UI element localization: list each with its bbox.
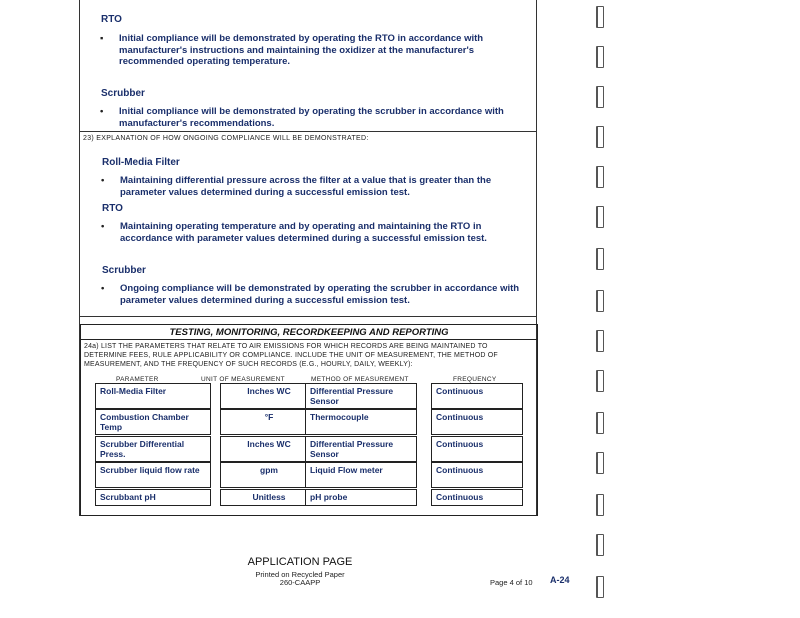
section-23-scrubber-bullet xyxy=(101,283,530,306)
cell-parameter[interactable]: Scrubber liquid flow rate xyxy=(95,462,211,488)
bullet-icon: • xyxy=(101,175,105,186)
section-23-scrubber-text: Ongoing compliance will be demonstrated by operating the scrubber in accordance with parameter values determined during a successful emission test. xyxy=(120,283,520,306)
section-23-roll-text: Maintaining differential pressure across the filter at a value that is greater than the parameter values determined during a successful emission test. xyxy=(120,175,492,198)
binding-tab-icon xyxy=(596,46,604,68)
cell-frequency[interactable]: Continuous xyxy=(431,489,523,506)
cell-frequency[interactable]: Continuous xyxy=(431,462,523,488)
cell-parameter[interactable]: Roll-Media Filter xyxy=(95,383,211,409)
binding-tab-icon xyxy=(596,166,604,188)
binding-tab-icon xyxy=(596,86,604,108)
bullet-icon: • xyxy=(101,221,105,232)
binding-tab-icon xyxy=(596,206,604,228)
cell-unit[interactable]: Unitless xyxy=(220,489,318,506)
cell-unit[interactable]: Inches WC xyxy=(220,436,318,462)
section-23-rto-title: RTO xyxy=(102,203,123,214)
footer-form-number: 260-CAAPP xyxy=(279,578,321,587)
column-header-method: METHOD OF MEASUREMENT xyxy=(311,376,409,383)
column-header-frequency: FREQUENCY xyxy=(453,376,497,383)
cell-frequency[interactable]: Continuous xyxy=(431,409,523,435)
bullet-icon: • xyxy=(100,106,104,117)
footer-title: APPLICATION PAGE xyxy=(247,556,353,568)
cell-parameter[interactable]: Combustion Chamber Temp xyxy=(95,409,211,435)
cell-parameter[interactable]: Scrubbant pH xyxy=(95,489,211,506)
section-22-scrubber-title: Scrubber xyxy=(101,88,145,99)
cell-frequency[interactable]: Continuous xyxy=(431,436,523,462)
page-number: Page 4 of 10 xyxy=(490,578,533,587)
cell-method[interactable]: Differential Pressure Sensor xyxy=(305,436,417,462)
cell-frequency[interactable]: Continuous xyxy=(431,383,523,409)
column-header-parameter: PARAMETER xyxy=(116,376,159,383)
binding-tab-icon xyxy=(596,126,604,148)
testing-monitoring-box xyxy=(80,324,538,516)
divider-line xyxy=(79,131,537,132)
section-22-scrubber-bullet xyxy=(100,106,519,129)
divider-line xyxy=(79,316,537,317)
binding-tab-icon xyxy=(596,330,604,352)
binding-tab-icon xyxy=(596,370,604,392)
binding-tab-icon xyxy=(596,6,604,28)
section-23-roll-title: Roll-Media Filter xyxy=(102,157,180,168)
section-23-rto-bullet xyxy=(101,221,510,244)
binding-tab-icon xyxy=(596,494,604,516)
cell-method[interactable]: Differential Pressure Sensor xyxy=(305,383,417,409)
bullet-icon: • xyxy=(101,283,105,294)
section-22-rto-title: RTO xyxy=(101,14,122,25)
section-23-scrubber-title: Scrubber xyxy=(102,265,146,276)
section-22-rto-text: Initial compliance will be demonstrated by operating the RTO in accordance with manufacturer's instructions and maintaining the oxidizer at the manufacturer's recommended operating temperature. xyxy=(119,33,484,67)
section-23-roll-bullet xyxy=(101,175,510,198)
binding-tab-icon xyxy=(596,412,604,434)
footer-printed-note: Printed on Recycled Paper xyxy=(255,570,345,579)
question-24a-text: 24a) LIST THE PARAMETERS THAT RELATE TO AIR EMISSIONS FOR WHICH RECORDS ARE BEING MAINTAINED TO DETERMINE FEES, RULE APPLICABILITY OR COMPLIANCE. INCLUDE THE UNIT OF MEASUREMENT, THE METHOD OF MEASUREMENT, AND THE FREQUENCY OF SUCH RECORDS (E.G., HOURLY, DAILY, WEEKLY): xyxy=(84,343,498,368)
binding-tab-icon xyxy=(596,290,604,312)
section-22-rto-bullet xyxy=(100,33,509,68)
section-24-heading: TESTING, MONITORING, RECORDKEEPING AND REPORTING xyxy=(169,327,449,338)
column-header-unit: UNIT OF MEASUREMENT xyxy=(201,376,285,383)
binding-tab-icon xyxy=(596,452,604,474)
question-23-label: 23) EXPLANATION OF HOW ONGOING COMPLIANCE WILL BE DEMONSTRATED: xyxy=(83,135,369,142)
cell-parameter[interactable]: Scrubber Differential Press. xyxy=(95,436,211,462)
binding-tab-icon xyxy=(596,576,604,598)
cell-method[interactable]: Liquid Flow meter xyxy=(305,462,417,488)
binding-tab-icon xyxy=(596,534,604,556)
cell-method[interactable]: pH probe xyxy=(305,489,417,506)
cell-unit[interactable]: °F xyxy=(220,409,318,435)
binding-tab-icon xyxy=(596,248,604,270)
cell-unit[interactable]: gpm xyxy=(220,462,318,488)
cell-method[interactable]: Thermocouple xyxy=(305,409,417,435)
page-id: A-24 xyxy=(550,575,570,585)
cell-unit[interactable]: Inches WC xyxy=(220,383,318,409)
section-22-scrubber-text: Initial compliance will be demonstrated by operating the scrubber in accordance with manufacturer's recommendations. xyxy=(119,106,504,129)
section-23-rto-text: Maintaining operating temperature and by operating and maintaining the RTO in accordance with parameter values determined during a successful emission test. xyxy=(120,221,487,244)
heading-rule xyxy=(81,339,537,340)
bullet-icon: ▪ xyxy=(100,33,104,44)
